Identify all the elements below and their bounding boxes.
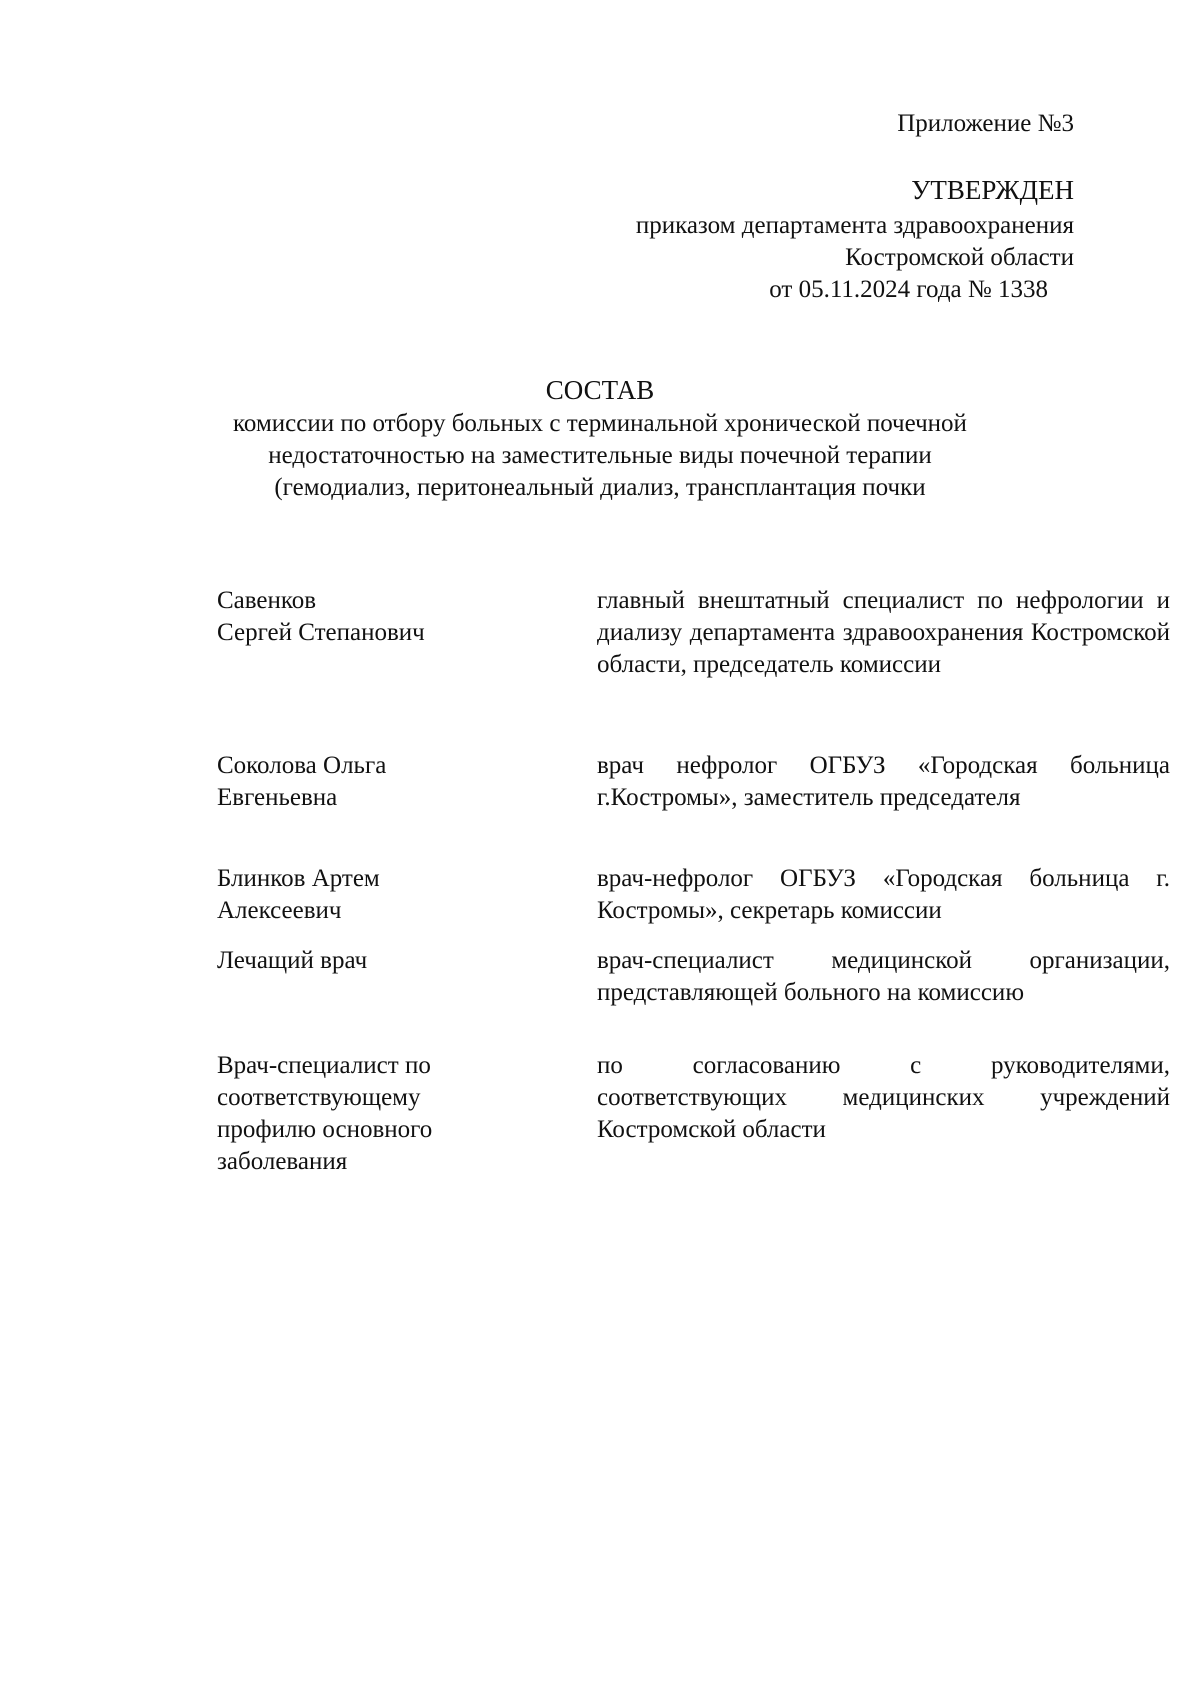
document-title: СОСТАВ [545,375,655,405]
member-role: главный внештатный специалист по нефрологии и диализу департамента здравоохранения Костромской области, председатель комиссии [597,587,1170,678]
document-title-block [150,372,1050,504]
member-role: врач-специалист медицинской организации, представляющей больного на комиссию [597,947,1170,1006]
commission-members-list [217,585,1170,1178]
member-row [217,863,1170,945]
member-name [217,585,597,750]
title-line-2: недостаточностью на заместительные виды почечной терапии [268,442,932,469]
approved-label: УТВЕРЖДЕН [911,175,1074,205]
member-name [217,945,597,1050]
member-row [217,945,1170,1050]
member-name-line: Лечащий врач [217,947,368,974]
member-role: врач-нефролог ОГБУЗ «Городская больница г. Костромы», секретарь комиссии [597,865,1170,924]
member-row [217,750,1170,863]
appendix-label: Приложение №3 [897,110,1074,137]
member-name-line: Врач-специалист по [217,1052,431,1079]
member-name-line: Евгеньевна [217,784,338,811]
member-name-line: соответствующему [217,1084,421,1111]
member-role: врач нефролог ОГБУЗ «Городская больница г.Костромы», заместитель председателя [597,752,1170,811]
order-line-1: приказом департамента здравоохранения [635,212,1074,239]
order-line-2: Костромской области [845,244,1074,271]
member-row [217,1050,1170,1178]
member-name-line: профилю основного [217,1116,433,1143]
approval-block [636,172,1074,306]
title-line-3: (гемодиализ, перитонеальный диализ, трансплантация почки [274,474,926,501]
member-name-line: Сергей Степанович [217,619,425,646]
member-name-line: Савенков [217,587,317,614]
member-name-line: Алексеевич [217,897,342,924]
member-name-line: Блинков Артем [217,865,380,892]
member-name [217,1050,597,1178]
member-name [217,863,597,945]
member-role: по согласованию с руководителями, соответствующих медицинских учреждений Костромской области [597,1052,1170,1143]
member-row [217,585,1170,750]
member-name [217,750,597,863]
title-line-1: комиссии по отбору больных с терминальной хронической почечной [233,410,967,437]
member-name-line: заболевания [217,1148,348,1175]
member-name-line: Соколова Ольга [217,752,387,779]
order-line-3: от 05.11.2024 года № 1338 [769,276,1048,303]
